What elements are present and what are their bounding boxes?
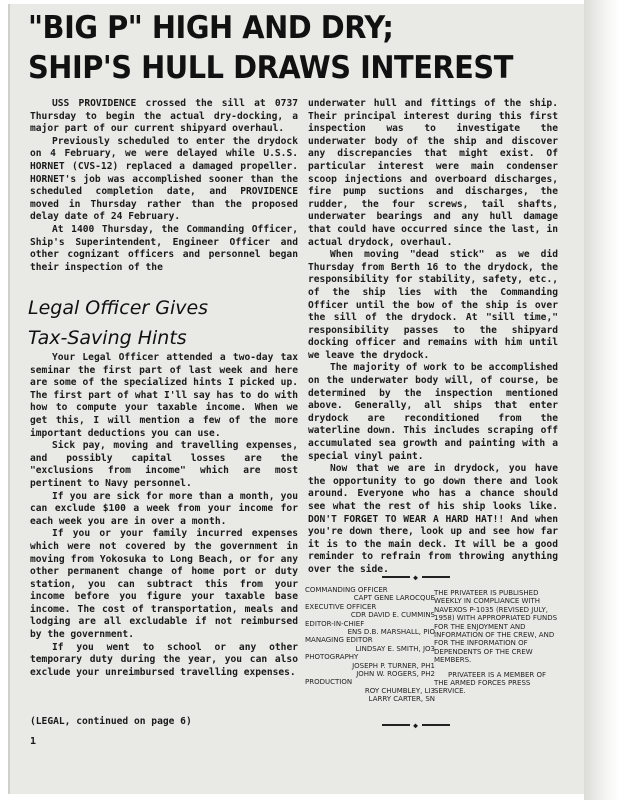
headline-line-1: "BIG P" HIGH AND DRY; bbox=[28, 10, 394, 46]
divider-diamond-icon: ◆ bbox=[410, 573, 422, 582]
publication-notice bbox=[434, 589, 562, 696]
page-number: 1 bbox=[30, 736, 37, 747]
legal-paragraph: Your Legal Officer attended a two-day tax seminar the first part of last week and here are some of the specialized hints I picked up. The first part of what I'll say has to do with how to compute your taxable income. When we get this, I will mention a few of the more important deductions you can use. bbox=[30, 352, 298, 439]
section-divider bbox=[382, 573, 450, 581]
page-edge-shadow bbox=[584, 0, 619, 800]
masthead-line: EDITOR-IN-CHIEF bbox=[305, 619, 365, 628]
masthead-line: ENS D.B. MARSHALL, PIO bbox=[347, 628, 435, 637]
subhead-line-2: Tax-Saving Hints bbox=[28, 327, 187, 349]
headline-line-2: SHIP'S HULL DRAWS INTEREST bbox=[28, 50, 513, 86]
left-column-article bbox=[30, 98, 298, 274]
staff-masthead bbox=[305, 586, 435, 704]
masthead-line: MANAGING EDITOR bbox=[305, 636, 373, 645]
article-paragraph: At 1400 Thursday, the Commanding Officer, Ship's Superintendent, Engineer Officer and other cognizant officers and personnel began their inspection of the bbox=[30, 223, 298, 273]
masthead-line: JOHN W. ROGERS, PH2 bbox=[356, 670, 435, 679]
legal-paragraph: If you went to school or any other temporary duty during the year, you can also exclude your unreimbursed travelling expenses. bbox=[30, 641, 298, 678]
legal-paragraph: If you are sick for more than a month, you can exclude $100 a week from your income for each week you are in over a month. bbox=[30, 490, 298, 527]
continued-note: (LEGAL, continued on page 6) bbox=[30, 716, 192, 727]
notice-paragraph: PRIVATEER IS A MEMBER OF THE ARMED FORCES PRESS SERVICE. bbox=[434, 670, 547, 696]
masthead-line: PRODUCTION bbox=[305, 678, 353, 687]
masthead-line: LINDSAY E. SMITH, JO3 bbox=[355, 644, 435, 653]
legal-paragraph: If you or your family incurred expenses which were not covered by the government in moving from Yokosuka to Long Beach, or for any other permanent change of home port or duty station, you can subtract this from your income before you figure your taxable base income. The cost of transportation, meals and lodging are all excludable if not reimbursed by the government. bbox=[30, 528, 298, 641]
masthead-line: PHOTOGRAPHY bbox=[305, 653, 359, 662]
masthead-line: COMMANDING OFFICER bbox=[305, 586, 388, 594]
masthead-line: CDR DAVID E. CUMMINS bbox=[350, 611, 435, 620]
divider-diamond-icon: ◆ bbox=[410, 721, 422, 730]
section-divider bbox=[382, 721, 450, 729]
masthead-line: JOSEPH P. TURNER, PH1 bbox=[352, 661, 435, 670]
article-paragraph: The majority of work to be accomplished on the underwater body will, of course, be determined by the inspection mentioned above. Generally, all ships that enter drydock are reconditioned from the waterline down. This includes scraping off accumulated sea growth and painting with a special vinyl paint. bbox=[308, 362, 558, 462]
article-paragraph: Now that we are in drydock, you have the opportunity to go down there and look around. Everyone who has a chance should see what the rest of his ship looks like. DON'T FORGET TO WEAR A HARD HAT!! And when you're down there, look up and see how far it is to the main deck. It will be a good reminder to refrain from throwing anything over the side. bbox=[308, 463, 558, 575]
right-column-article bbox=[308, 98, 558, 577]
article-paragraph: USS PROVIDENCE crossed the sill at 0737 Thursday to begin the actual dry-docking, a major part of our current shipyard overhaul. bbox=[30, 98, 298, 135]
masthead-line: ROY CHUMBLEY, LI3 bbox=[364, 686, 435, 695]
notice-paragraph: THE PRIVATEER IS PUBLISHED WEEKLY IN COMPLIANCE WITH NAVEXOS P-1035 (REVISED JULY, 1958) WITH APPROPRIATED FUNDS FOR THE ENJOYMENT AND INFORMATION OF THE CREW, AND FOR THE INFORMATION OF DEPENDENTS OF THE CREW MEMBERS. bbox=[434, 589, 558, 665]
masthead-line: LARRY CARTER, SN bbox=[368, 695, 435, 704]
masthead-line: CAPT GENE LAROCQUE bbox=[353, 594, 435, 603]
article-paragraph: underwater hull and fittings of the ship. Their principal interest during this first inspection was to investigate the underwater body of the ship and discover any discrepancies that might exist. Of particular interest were main condenser scoop injections and overboard discharges, fire pump suctions and discharges, the rudder, the four screws, tail shafts, underwater bearings and any hull damage that could have occurred since the last, in actual drydock, overhaul. bbox=[308, 98, 558, 248]
article-paragraph: Previously scheduled to enter the drydock on 4 February, we were delayed while U.S.S. HORNET (CVS-12) replaced a damaged propeller. HORNET's job was accomplished sooner than the scheduled completion date, and PROVIDENCE moved in Thursday rather than the proposed delay date of 24 February. bbox=[30, 135, 298, 223]
masthead-line: EXECUTIVE OFFICER bbox=[305, 602, 377, 611]
article-paragraph: When moving "dead stick" as we did Thursday from Berth 16 to the drydock, the responsibility for stability, safety, etc., of the ship lies with the Commanding Officer until the bow of the ship is over the sill of the drydock. At "sill time," responsibility passes to the shipyard docking officer and remains with him until we leave the drydock. bbox=[308, 249, 558, 361]
subhead-line-1: Legal Officer Gives bbox=[28, 297, 209, 319]
legal-article bbox=[30, 352, 298, 679]
legal-paragraph: Sick pay, moving and travelling expenses, and possibly capital losses are the "exclusions from income" which are most pertinent to Navy personnel. bbox=[30, 440, 298, 489]
headline bbox=[28, 8, 558, 88]
